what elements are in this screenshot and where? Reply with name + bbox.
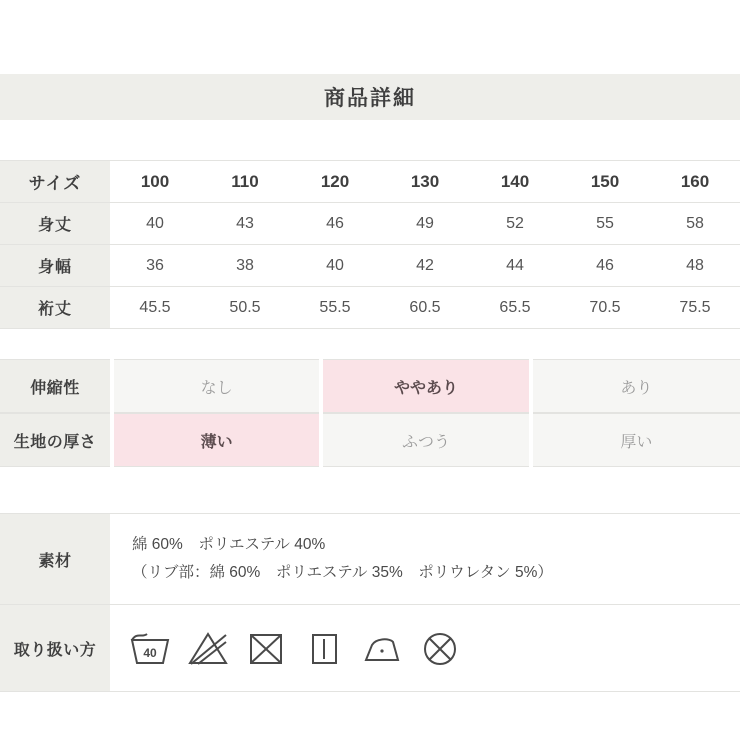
table-row <box>0 414 740 467</box>
row-label-stretch: 伸縮性 <box>0 360 112 413</box>
row-label-body-width: 身幅 <box>0 245 110 287</box>
no-bleach-icon <box>186 628 230 668</box>
cell: 52 <box>470 203 560 245</box>
size-table-header-row <box>0 161 740 203</box>
cell: 48 <box>650 245 740 287</box>
stretch-option-none: なし <box>112 360 321 413</box>
stretch-option-slight: ややあり <box>321 360 530 413</box>
size-col-130: 130 <box>380 161 470 203</box>
material-line-1: 綿 60% ポリエステル 40% <box>132 536 326 553</box>
cell: 70.5 <box>560 287 650 329</box>
cell: 58 <box>650 203 740 245</box>
table-row <box>0 245 740 287</box>
size-col-110: 110 <box>200 161 290 203</box>
row-label-body-length: 身丈 <box>0 203 110 245</box>
row-label-care: 取り扱い方 <box>0 605 110 692</box>
table-row <box>0 514 740 605</box>
size-table-header-label: サイズ <box>0 161 110 203</box>
care-icon-list <box>128 628 740 668</box>
cell: 65.5 <box>470 287 560 329</box>
thickness-property-table <box>0 413 740 467</box>
iron-low-icon <box>360 628 404 668</box>
size-col-160: 160 <box>650 161 740 203</box>
row-label-material: 素材 <box>0 514 110 605</box>
size-col-120: 120 <box>290 161 380 203</box>
cell: 55.5 <box>290 287 380 329</box>
cell: 36 <box>110 245 200 287</box>
cell: 42 <box>380 245 470 287</box>
cell: 75.5 <box>650 287 740 329</box>
cell: 60.5 <box>380 287 470 329</box>
table-row <box>0 605 740 692</box>
thickness-option-normal: ふつう <box>321 414 530 467</box>
table-row <box>0 203 740 245</box>
cell: 43 <box>200 203 290 245</box>
care-content <box>110 605 740 692</box>
table-row <box>0 360 740 413</box>
table-row <box>0 287 740 329</box>
cell: 38 <box>200 245 290 287</box>
cell: 49 <box>380 203 470 245</box>
cell: 45.5 <box>110 287 200 329</box>
stretch-property-table <box>0 359 740 413</box>
cell: 46 <box>290 203 380 245</box>
stretch-option-yes: あり <box>531 360 740 413</box>
size-table <box>0 160 740 329</box>
cell: 40 <box>110 203 200 245</box>
wash-temperature-label: 40 <box>143 646 157 660</box>
cell: 50.5 <box>200 287 290 329</box>
drip-dry-vertical-icon <box>302 628 346 668</box>
cell: 46 <box>560 245 650 287</box>
thickness-option-thin: 薄い <box>112 414 321 467</box>
material-line-2: （リブ部：綿 60% ポリエステル 35% ポリウレタン 5%） <box>132 564 553 581</box>
cell: 44 <box>470 245 560 287</box>
no-dry-clean-icon <box>418 628 462 668</box>
material-care-table <box>0 513 740 692</box>
cell: 40 <box>290 245 380 287</box>
size-col-140: 140 <box>470 161 560 203</box>
size-col-150: 150 <box>560 161 650 203</box>
thickness-option-thick: 厚い <box>531 414 740 467</box>
row-label-thickness: 生地の厚さ <box>0 414 112 467</box>
cell: 55 <box>560 203 650 245</box>
size-col-100: 100 <box>110 161 200 203</box>
row-label-sleeve-length: 裄丈 <box>0 287 110 329</box>
material-content <box>110 514 740 605</box>
no-tumble-dry-icon <box>244 628 288 668</box>
wash-40-icon <box>128 628 172 668</box>
page-title-bar <box>0 74 740 120</box>
page-title: 商品詳細 <box>324 87 416 110</box>
